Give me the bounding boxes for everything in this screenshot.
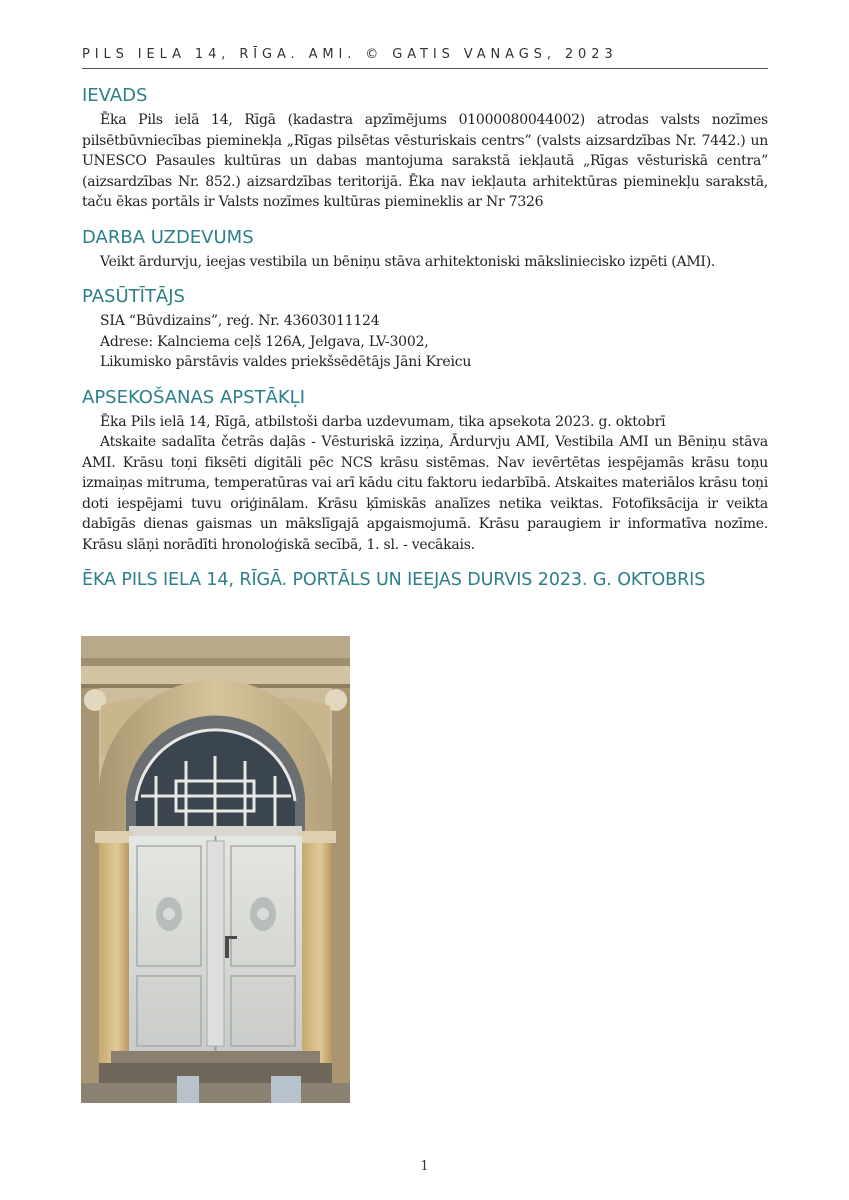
section-apsekosanas-apstakli xyxy=(82,386,768,556)
client-address: Adrese: Kalnciema ceļš 126A, Jelgava, LV-3002, xyxy=(100,333,429,350)
page-number: 1 xyxy=(420,1159,429,1174)
header-rule xyxy=(82,68,768,69)
photo-caption-title: ĒKA PILS IELA 14, RĪGĀ. PORTĀLS UN IEEJAS DURVIS 2023. G. OKTOBRIS xyxy=(82,570,706,590)
section-heading: APSEKOŠANAS APSTĀKĻI xyxy=(82,386,305,408)
running-header: PILS IELA 14, RĪGA. AMI. © GATIS VANAGS, 2023 xyxy=(82,47,618,62)
section-paragraph: Atskaite sadalīta četrās daļās - Vēsturiskā izziņa, Ārdurvju AMI, Vestibila AMI un Bēniņu stāva AMI. Krāsu toņi fiksēti digitāli pēc NCS krāsu sistēmas. Nav ievērtētas iespējamās krāsu toņu izmaiņas mitruma, temperatūras vai arī kādu citu faktoru iedarbībā. Atskaites materiālos krāsu toņi doti iespējami tuvu oriģinālam. Krāsu ķīmiskās analīzes netika veiktas. Fotofiksācija ir veikta dabīgās dienas gaismas un mākslīgajā apgaismojumā. Krāsu paraugiem ir informatīva nozīme. Krāsu slāņi norādīti hronoloģiskā secībā, 1. sl. - vecākais. xyxy=(82,434,768,553)
content xyxy=(82,84,768,592)
section-heading: IEVADS xyxy=(82,85,148,106)
section-heading: DARBA UZDEVUMS xyxy=(82,226,254,248)
section-pasutitajs xyxy=(82,285,768,373)
portal-door-photo xyxy=(81,636,350,1103)
section-paragraph: Veikt ārdurvju, ieejas vestibila un bēniņu stāva arhitektoniski mākslinieciskо izpēti (AMI). xyxy=(100,253,716,270)
client-name: SIA “Būvdizains”, reģ. Nr. 43603011124 xyxy=(100,313,380,329)
section-darba-uzdevums xyxy=(82,226,768,273)
client-representative: Likumisko pārstāvis valdes priekšsēdētājs Jāni Kreicu xyxy=(100,354,472,370)
section-ievads xyxy=(82,84,768,213)
section-heading: PASŪTĪTĀJS xyxy=(82,286,185,307)
survey-date-line: Ēka Pils ielā 14, Rīgā, atbilstoši darba uzdevumam, tika apsekota 2023. g. oktobrī xyxy=(100,413,666,430)
section-paragraph: Ēka Pils ielā 14, Rīgā (kadastra apzīmējums 01000080044002) atrodas valsts nozīmes pilsētbūvniecības pieminekļa „Rīgas pilsētas vēsturiskais centrs” (valsts aizsardzības Nr. 7442.) un UNESCO Pasaules kultūras un dabas mantojuma sarakstā iekļautā „Rīgas vēsturiskā centra” (aizsardzības Nr. 852.) aizsardzības teritorijā. Ēka nav iekļauta arhitektūras pieminekļu sarakstā, taču ēkas portāls ir Valsts nozīmes kultūras piemineklis ar Nr 7326 xyxy=(82,112,768,210)
